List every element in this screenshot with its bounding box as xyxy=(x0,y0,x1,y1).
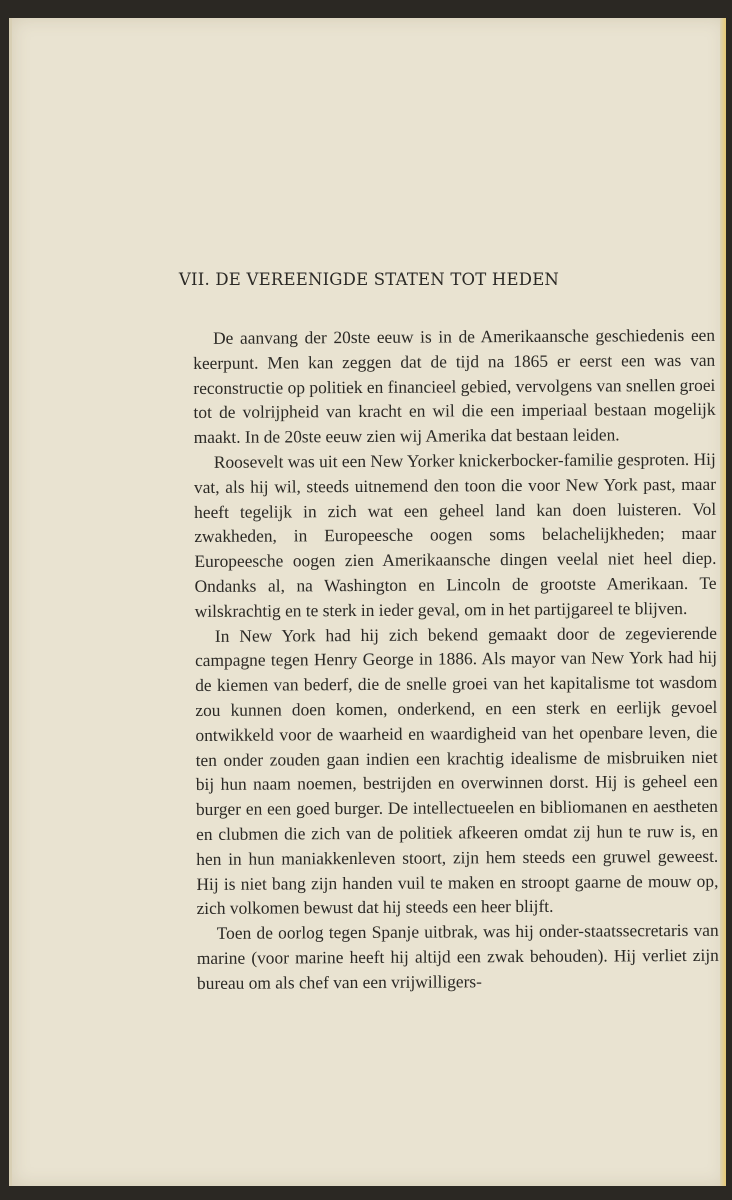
paragraph: Roosevelt was uit een New Yorker knickerbocker-familie gesproten. Hij vat, als hij wil, steeds uitnemend den toon die voor New York past, maar heeft tegelijk in zich wat een geheel land kan doen luisteren. Vol zwakheden, in Europeesche oogen soms belachelijkheden; maar Europeesche oogen zien Amerikaansche dingen veelal niet heel diep. Ondanks al, na Washington en Lincoln de grootste Amerikaan. Te wilskrachtig en te sterk in ieder geval, om in het partijgareel te blijven. xyxy=(193,448,717,621)
paragraph: Toen de oorlog tegen Spanje uitbrak, was hij onder-staatssecretaris van marine (voor marine heeft hij altijd een zwak behouden). Hij verliet zijn bureau om als chef van een vrijwilligers- xyxy=(196,919,719,993)
page-edge xyxy=(720,18,726,1186)
book-page xyxy=(9,18,726,1186)
paragraph: De aanvang der 20ste eeuw is in de Amerikaansche geschiedenis een keerpunt. Men kan zeggen dat de tijd na 1865 er eerst een was van reconstructie op politiek en financieel gebied, vervolgens van snellen groei tot de volrijpheid van kracht en wil die een imperiaal bestaan mogelijk maakt. In de 20ste eeuw zien wij Amerika dat bestaan leiden. xyxy=(193,324,716,448)
body-text xyxy=(193,323,719,996)
paragraph: In New York had hij zich bekend gemaakt door de zegevierende campagne tegen Henry George in 1886. Als mayor van New York had hij de kiemen van bederf, die de snelle groei van het kapitalisme tot wasdom zou kunnen doen komen, onderkend, en een sterk en eerlijk gevoel ontwikkeld voor de waarheid en waardigheid van het openbare leven, die ten onder zouden gaan indien een krachtig idealisme de misbruiken niet bij hun naam noemen, bestrijden en overwinnen dorst. Hij is geheel een burger en een goed burger. De intellectueelen en bibliomanen en aestheten en clubmen die zich van de politiek afkeeren omdat zij hun te ruw is, en hen in hun maniakkenleven stoort, zijn hem steeds een gruwel geweest. Hij is niet bang zijn handen vuil te maken en stroopt gaarne de mouw op, zich volkomen bewust dat hij steeds een heer blijft. xyxy=(194,622,719,919)
chapter-title: VII. DE VEREENIGDE STATEN TOT HEDEN xyxy=(178,270,560,289)
